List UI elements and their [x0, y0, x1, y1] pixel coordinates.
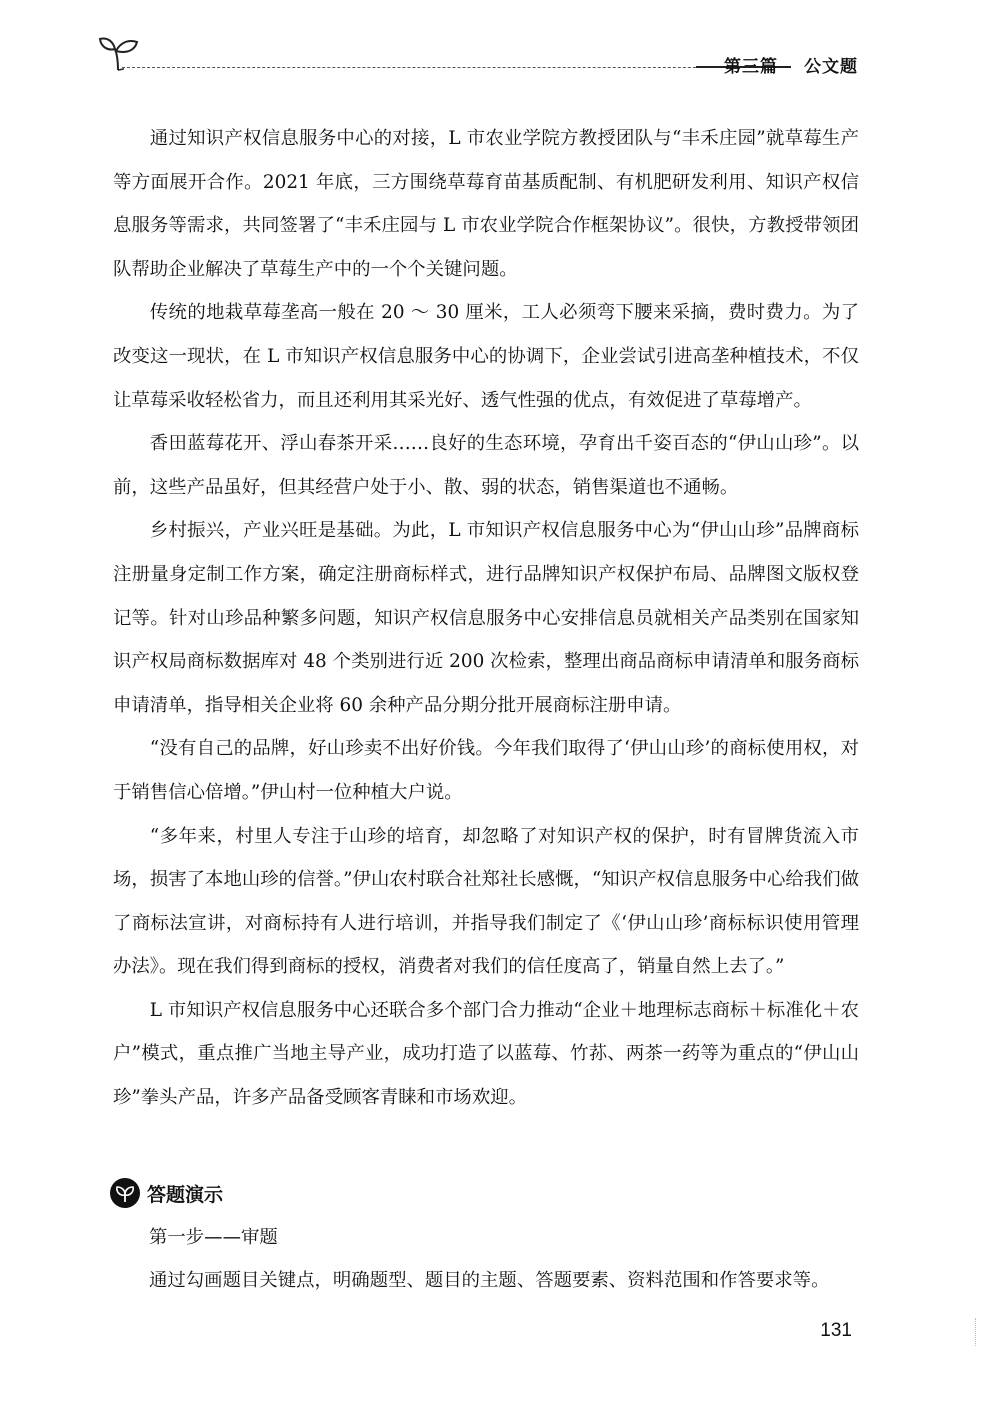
leaf-circle-icon [110, 1178, 140, 1208]
paragraph: 传统的地栽草莓垄高一般在 20 ～ 30 厘米，工人必须弯下腰来采摘，费时费力。为了改变这一现状，在 L 市知识产权信息服务中心的协调下，企业尝试引进高垄种植技术，不仅让草莓采收轻松省力，而且还利用其采光好、透气性强的优点，有效促进了草莓增产。 [113, 302, 859, 411]
paragraph: “多年来，村里人专注于山珍的培育，却忽略了对知识产权的保护，时有冒牌货流入市场，损害了本地山珍的信誉。”伊山农村联合社郑社长感慨，“知识产权信息服务中心给我们做了商标法宣讲，对商标持有人进行培训，并指导我们制定了《‘伊山山珍’商标标识使用管理办法》。现在我们得到商标的授权，消费者对我们的信任度高了，销量自然上去了。” [113, 825, 859, 978]
chapter-title: 公文题 [804, 57, 858, 77]
running-header [96, 30, 858, 78]
step-heading: 第一步——审题 [149, 1227, 278, 1248]
step-text: 通过勾画题目关键点，明确题型、题目的主题、答题要素、资料范围和作答要求等。 [149, 1270, 830, 1291]
part-label: 第三篇 [724, 57, 778, 77]
paragraph: 通过知识产权信息服务中心的对接，L 市农业学院方教授团队与“丰禾庄园”就草莓生产等方面展开合作。2021 年底，三方围绕草莓育苗基质配制、有机肥研发利用、知识产权信息服务等需求，共同签署了“丰禾庄园与 L 市农业学院合作框架协议”。很快，方教授带领团队帮助企业解决了草莓生产中的一个个关键问题。 [113, 128, 859, 280]
paragraph: 香田蓝莓花开、浮山春茶开采……良好的生态环境，孕育出千姿百态的“伊山山珍”。以前，这些产品虽好，但其经营户处于小、散、弱的状态，销售渠道也不通畅。 [113, 433, 859, 498]
page-number: 131 [820, 1320, 852, 1341]
page-edge-mark [975, 1318, 977, 1346]
paragraph: 乡村振兴，产业兴旺是基础。为此，L 市知识产权信息服务中心为“伊山山珍”品牌商标注册量身定制工作方案，确定注册商标样式，进行品牌知识产权保护布局、品牌图文版权登记等。针对山珍品种繁多问题，知识产权信息服务中心安排信息员就相关产品类别在国家知识产权局商标数据库对 48 个类别进行近 200 次检索，整理出商品商标申请清单和服务商标申请清单，指导相关企业将 60 余种产品分期分批开展商标注册申请。 [113, 520, 859, 716]
header-rule-dashed [122, 67, 791, 68]
section-title: 答题演示 [147, 1183, 224, 1206]
body-text [113, 117, 859, 1120]
section-heading [110, 1176, 223, 1210]
paragraph: “没有自己的品牌，好山珍卖不出好价钱。今年我们取得了‘伊山山珍’的商标使用权，对于销售信心倍增。”伊山村一位种植大户说。 [113, 738, 859, 803]
paragraph: L 市知识产权信息服务中心还联合多个部门合力推动“企业＋地理标志商标＋标准化＋农户”模式，重点推广当地主导产业，成功打造了以蓝莓、竹荪、两茶一药等为重点的“伊山山珍”拳头产品，许多产品备受顾客青睐和市场欢迎。 [113, 999, 859, 1109]
running-head-text [698, 52, 858, 77]
sprout-icon [96, 30, 144, 72]
